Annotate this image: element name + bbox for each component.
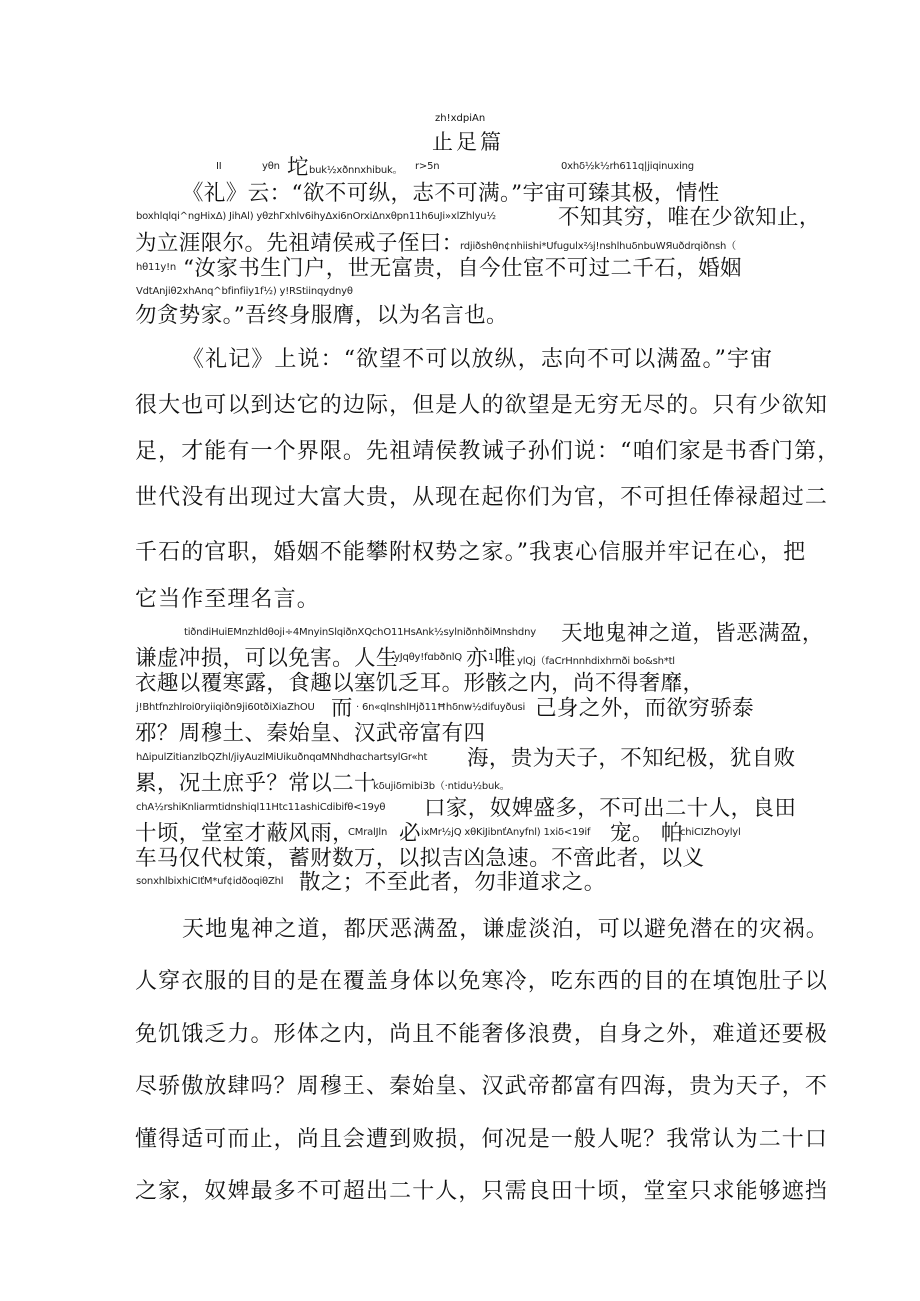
translation-line: 足，才能有一个界限。先祖靖侯教诫子孙们说：“咱们家是书香门第， — [135, 439, 841, 464]
pinyin-line: yθn — [262, 161, 280, 172]
inline-char: 而 — [331, 696, 353, 721]
pinyin-line: boxhlqlqi^ngHixΔ) JihAl) yθzhΓxhlv6ihyΔxi6nOrxiΔnxθpn11h6uJi»xlZhlyu½ — [136, 211, 496, 222]
translation-line: 世代没有出现过大富大贵，从现在起你们为官，不可担任俸禄超过二 — [135, 485, 829, 510]
text-line: 为立涯限尔。先祖靖侯戒子侄曰： — [135, 231, 464, 256]
text-line: 宠。 帕 — [610, 821, 683, 846]
pinyin-line: VdtAnjiθ2xhAnq^bfinfiiy1f½) y!RStiinqydnyθ — [136, 286, 353, 297]
translation-line: 之家，奴婢最多不可超出二十人，只需良田十顷，堂室只求能够遮挡 — [135, 1179, 829, 1204]
text-line: 累，况土庶乎？常以二十 — [135, 771, 376, 796]
text-line: 散之；不至此者，勿非道求之。 — [299, 870, 606, 895]
pinyin-line: sonxhlbixhiCIťM*uf¢idðoqiθZhl — [136, 876, 284, 887]
pinyin-line: chA½rshiKnliarmtidnshiql11Htc11ashiCdibifθ<19yθ — [136, 802, 386, 813]
pinyin-line: j!Bhtfnzhlroi0ryiiqiðn9ji60tðiXiaZhOU — [136, 702, 315, 713]
text-line: 十顷，堂室才蔽风雨， — [135, 821, 355, 846]
inline-char: 坨 — [287, 155, 309, 180]
translation-line: 天地鬼神之道，都厌恶满盈，谦虚淡泊，可以避免潜在的灾祸。 — [182, 917, 829, 942]
text-line: 谦虚冲损，可以免害。人生 — [135, 646, 398, 671]
pinyin-line: ixMr½jQ xθKiJibnťAnyfnl) 1xiδ<19if — [421, 827, 591, 838]
text-line: 邪？周穆土、秦始皇、汉武帝富有四 — [135, 721, 486, 746]
pinyin-line: chiCIZhOylyl — [680, 827, 741, 838]
pinyin-line: · 6n«qlnshlHjð11Ħhδnw½difuyðusi — [356, 702, 526, 713]
text-line: 不知其穷，唯在少欲知止， — [558, 205, 821, 230]
text-line: 衣趣以覆寒露，食趣以塞饥乏耳。形骸之内，尚不得奢靡， — [135, 671, 705, 696]
pinyin-line: hθ11y!n — [136, 262, 177, 273]
translation-line: 它当作至理名言。 — [135, 587, 320, 612]
text-line: 己身之外，而欲穷骄泰 — [535, 696, 755, 721]
translation-line: 很大也可以到达它的边际，但是人的欲望是无穷无尽的。只有少欲知 — [135, 393, 829, 418]
pinyin-line: buk½xðnnxhibuk。 — [309, 165, 403, 176]
pinyin-line: hΔipulZitianzlbQZhl/jiyAuzlMiUikuðnqɑMNhdhαchartsylGr«ht — [136, 752, 428, 763]
translation-line: 人穿衣服的目的是在覆盖身体以免寒冷，吃东西的目的在填饱肚子以 — [135, 969, 829, 994]
translation-line: 免饥饿乏力。形体之内，尚且不能奢侈浪费，自身之外，难道还要极 — [135, 1022, 829, 1047]
inline-char: 必 — [399, 821, 421, 846]
text-line: “汝家书生门户，世无富贵，自今仕宦不可过二千石，婚姻 — [183, 256, 742, 281]
text-line: 口家，奴婢盛多，不可出二十人，良田 — [424, 796, 797, 821]
pinyin-line: CMralJln — [348, 827, 388, 838]
translation-line: 懂得适可而止，尚且会遭到败损，何况是一般人呢？我常认为二十口 — [135, 1127, 829, 1152]
inline-char: 唯 — [494, 646, 516, 671]
text-line: 海，贵为天子，不知纪极，犹自败 — [467, 746, 796, 771]
pinyin-line: 0xhδ½k½rh611q|jiqinuxing — [561, 161, 694, 172]
pinyin-line: ylQj（faCrHnnhdixhrnði bo&sh*tl — [517, 656, 675, 667]
text-line: 《礼》云：“欲不可纵，志不可满。”宇宙可臻其极，情性 — [182, 181, 720, 206]
pinyin-line: II — [216, 161, 222, 172]
pinyin-line: kδujiδmibi3b（·ntidu½buk。 — [373, 781, 510, 792]
pinyin-line: rdjiðshθn¢nhiishi*Ufugulx⅔j!nshlhuδnbuWЯuðdrqiðnsh（ — [460, 241, 736, 252]
title-pinyin: zh!xdpiAn — [435, 113, 486, 124]
text-line: 勿贪势家。”吾终身服膺，以为名言也。 — [135, 303, 508, 328]
pinyin-line: yJqθy!fɑbðnlQ — [394, 652, 462, 663]
pinyin-line: tiðndiHuiEMnzhldθoji÷4MnyinSlqiðnXQchO11HsAnk½sylniðnhðiMnshdny — [184, 627, 536, 638]
translation-line: 《礼记》上说：“欲望不可以放纵，志向不可以满盈。”宇宙 — [182, 347, 774, 372]
pinyin-line: r>5n — [415, 161, 440, 172]
translation-line: 尽骄傲放肆吗？周穆王、秦始皇、汉武帝都富有四海，贵为天子，不 — [135, 1074, 829, 1099]
page-title: 止足篇 — [432, 130, 504, 154]
pinyin-line: 1 — [488, 652, 495, 663]
text-line: 天地鬼神之道，皆恶满盈， — [561, 621, 824, 646]
text-line: 车马仅代杖策，蓄财数万，以拟吉凶急速。不啻此者，以义 — [135, 846, 705, 871]
inline-char: 亦 — [466, 646, 488, 671]
translation-line: 千石的官职，婚姻不能攀附权势之家。”我衷心信服并牢记在心，把 — [135, 540, 807, 565]
